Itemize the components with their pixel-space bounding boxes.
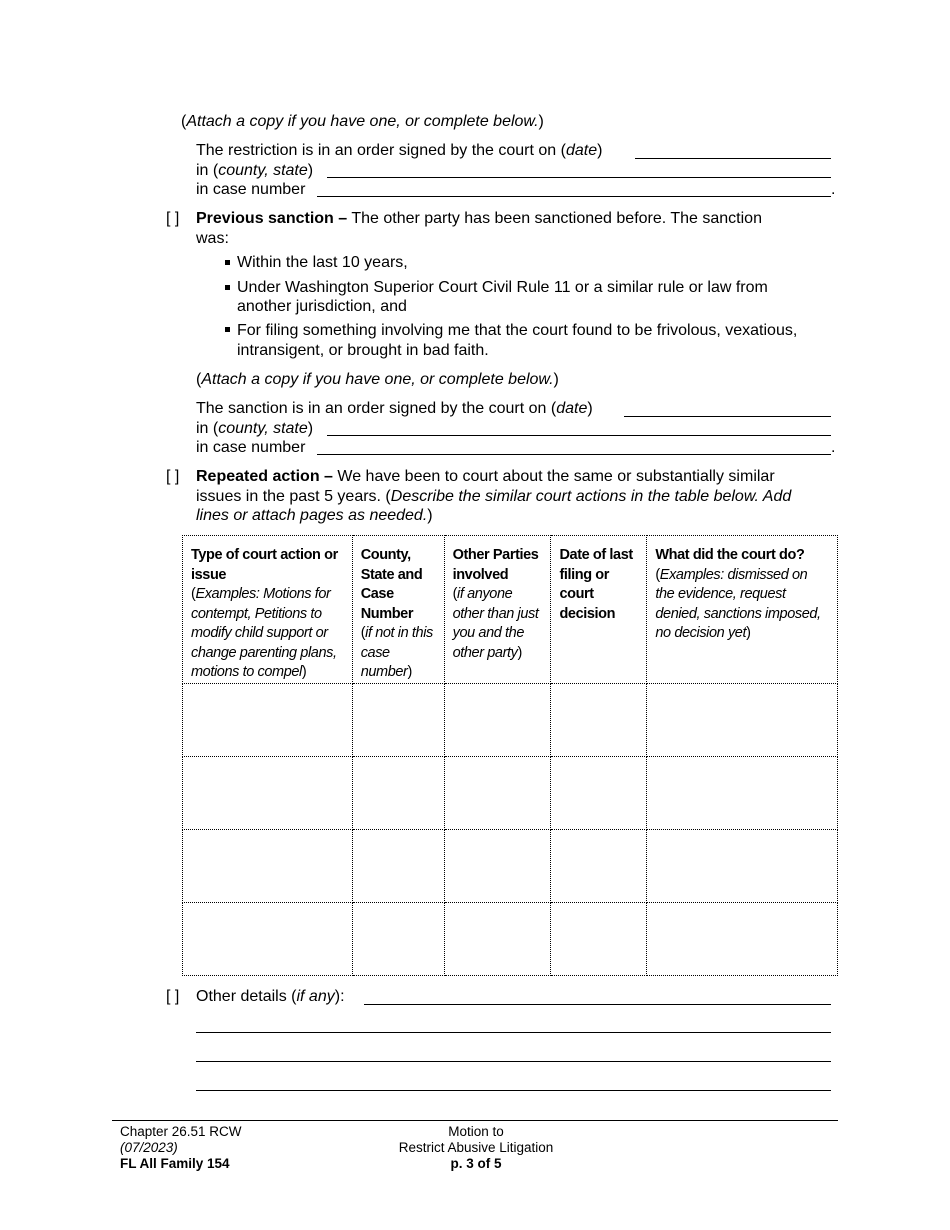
court-actions-table [182, 535, 838, 976]
footer-page-number: p. 3 of 5 [450, 1156, 502, 1171]
header-court-result: What did the court do? (Examples: dismissed on the evidence, request denied, sanctions imposed, no decision yet) [647, 536, 838, 684]
header-other-parties: Other Parties involved (if anyone other than just you and the other party) [444, 536, 551, 684]
sanction-bullet-2: Under Washington Superior Court Civil Rule 11 or a similar rule or law from [237, 279, 768, 296]
other-details-field-2[interactable] [196, 1032, 831, 1033]
sanction-period: . [831, 439, 836, 456]
table-row [183, 830, 838, 903]
footer-divider [112, 1120, 838, 1121]
other-details-field-3[interactable] [196, 1061, 831, 1062]
bullet-icon [225, 285, 230, 290]
sanction-county-field[interactable] [327, 435, 831, 436]
sanction-county-label: in (county, state) [196, 420, 314, 437]
table-cell[interactable] [551, 757, 647, 830]
restriction-period: . [831, 181, 836, 198]
table-cell[interactable] [444, 757, 551, 830]
sanction-checkbox[interactable]: [ ] [166, 210, 180, 227]
table-cell[interactable] [352, 757, 444, 830]
table-header-row [183, 536, 838, 684]
header-county-case: County, State and Case Number (if not in this case number) [352, 536, 444, 684]
footer-title-1: Motion to [448, 1124, 504, 1139]
restriction-attach-note: (Attach a copy if you have one, or complete below.) [181, 113, 544, 130]
sanction-heading-cont: was: [196, 230, 229, 247]
table-cell[interactable] [551, 903, 647, 976]
table-cell[interactable] [183, 757, 353, 830]
table-cell[interactable] [183, 684, 353, 757]
table-cell[interactable] [444, 684, 551, 757]
table-row [183, 757, 838, 830]
sanction-bullet-2-cont: another jurisdiction, and [237, 298, 407, 315]
restriction-county-label: in (county, state) [196, 162, 314, 179]
table-cell[interactable] [647, 830, 838, 903]
restriction-date-label: The restriction is in an order signed by the court on (date) [196, 142, 603, 159]
sanction-case-label: in case number [196, 439, 306, 456]
repeated-heading-cont: issues in the past 5 years. (Describe the similar court actions in the table below. Add [196, 488, 792, 505]
other-details-field-1[interactable] [364, 1004, 831, 1005]
restriction-case-field[interactable] [317, 196, 831, 197]
table-cell[interactable] [647, 903, 838, 976]
sanction-attach-note: (Attach a copy if you have one, or complete below.) [196, 371, 559, 388]
table-cell[interactable] [183, 903, 353, 976]
footer-chapter: Chapter 26.51 RCW [120, 1124, 242, 1139]
footer-title-2: Restrict Abusive Litigation [398, 1140, 554, 1155]
table-cell[interactable] [444, 830, 551, 903]
sanction-case-field[interactable] [317, 454, 831, 455]
repeated-heading: Repeated action – We have been to court about the same or substantially similar [196, 468, 775, 485]
restriction-case-label: in case number [196, 181, 306, 198]
repeated-heading-cont2: lines or attach pages as needed.) [196, 507, 433, 524]
other-details-field-4[interactable] [196, 1090, 831, 1091]
footer-date: (07/2023) [120, 1140, 178, 1155]
sanction-date-label: The sanction is in an order signed by the court on (date) [196, 400, 593, 417]
sanction-bullet-1: Within the last 10 years, [237, 254, 408, 271]
table-row [183, 903, 838, 976]
header-type-of-action: Type of court action or issue (Examples: Motions for contempt, Petitions to modify child support or change parenting plans, motions to compel) [183, 536, 353, 684]
header-date-last-filing: Date of last filing or court decision [551, 536, 647, 684]
table-row [183, 684, 838, 757]
restriction-county-field[interactable] [327, 177, 831, 178]
table-cell[interactable] [352, 830, 444, 903]
table-cell[interactable] [352, 903, 444, 976]
sanction-date-field[interactable] [624, 416, 831, 417]
bullet-icon [225, 327, 230, 332]
other-checkbox[interactable]: [ ] [166, 988, 180, 1005]
sanction-bullet-3: For filing something involving me that the court found to be frivolous, vexatious, [237, 322, 798, 339]
table-cell[interactable] [551, 830, 647, 903]
restriction-date-field[interactable] [635, 158, 831, 159]
bullet-icon [225, 260, 230, 265]
repeated-checkbox[interactable]: [ ] [166, 468, 180, 485]
table-cell[interactable] [647, 684, 838, 757]
table-cell[interactable] [551, 684, 647, 757]
sanction-heading: Previous sanction – The other party has been sanctioned before. The sanction [196, 210, 762, 227]
sanction-bullet-3-cont: intransigent, or brought in bad faith. [237, 342, 489, 359]
other-details-label: Other details (if any): [196, 988, 345, 1005]
table-cell[interactable] [183, 830, 353, 903]
table-cell[interactable] [647, 757, 838, 830]
table-cell[interactable] [444, 903, 551, 976]
footer-form-number: FL All Family 154 [120, 1156, 230, 1171]
table-cell[interactable] [352, 684, 444, 757]
